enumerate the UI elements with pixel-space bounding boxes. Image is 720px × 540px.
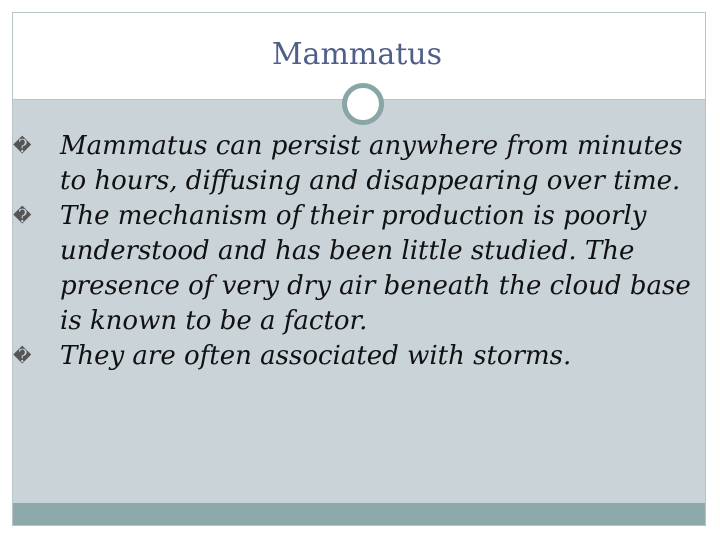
slide-frame	[12, 12, 706, 526]
bullet-text: Mammatus can persist anywhere from minutes to hours, diffusing and disappearing over time.	[60, 131, 683, 196]
decorative-circle-icon	[342, 83, 384, 125]
bullet-marker-icon: �	[13, 206, 32, 227]
slide-title	[13, 37, 705, 72]
bullet-marker-icon: �	[13, 346, 32, 367]
bullet-item	[13, 339, 705, 374]
bullet-item	[13, 199, 705, 339]
footer-bar	[13, 503, 705, 525]
bullet-list	[13, 129, 705, 374]
bullet-item	[13, 129, 705, 199]
bullet-marker-icon: �	[13, 136, 32, 157]
bullet-text: They are often associated with storms.	[60, 341, 572, 371]
bullet-text: The mechanism of their production is poorly understood and has been little studied. The presence of very dry air beneath the cloud base is known to be a factor.	[60, 201, 691, 336]
slide-title-text: Mammatus	[271, 37, 442, 72]
